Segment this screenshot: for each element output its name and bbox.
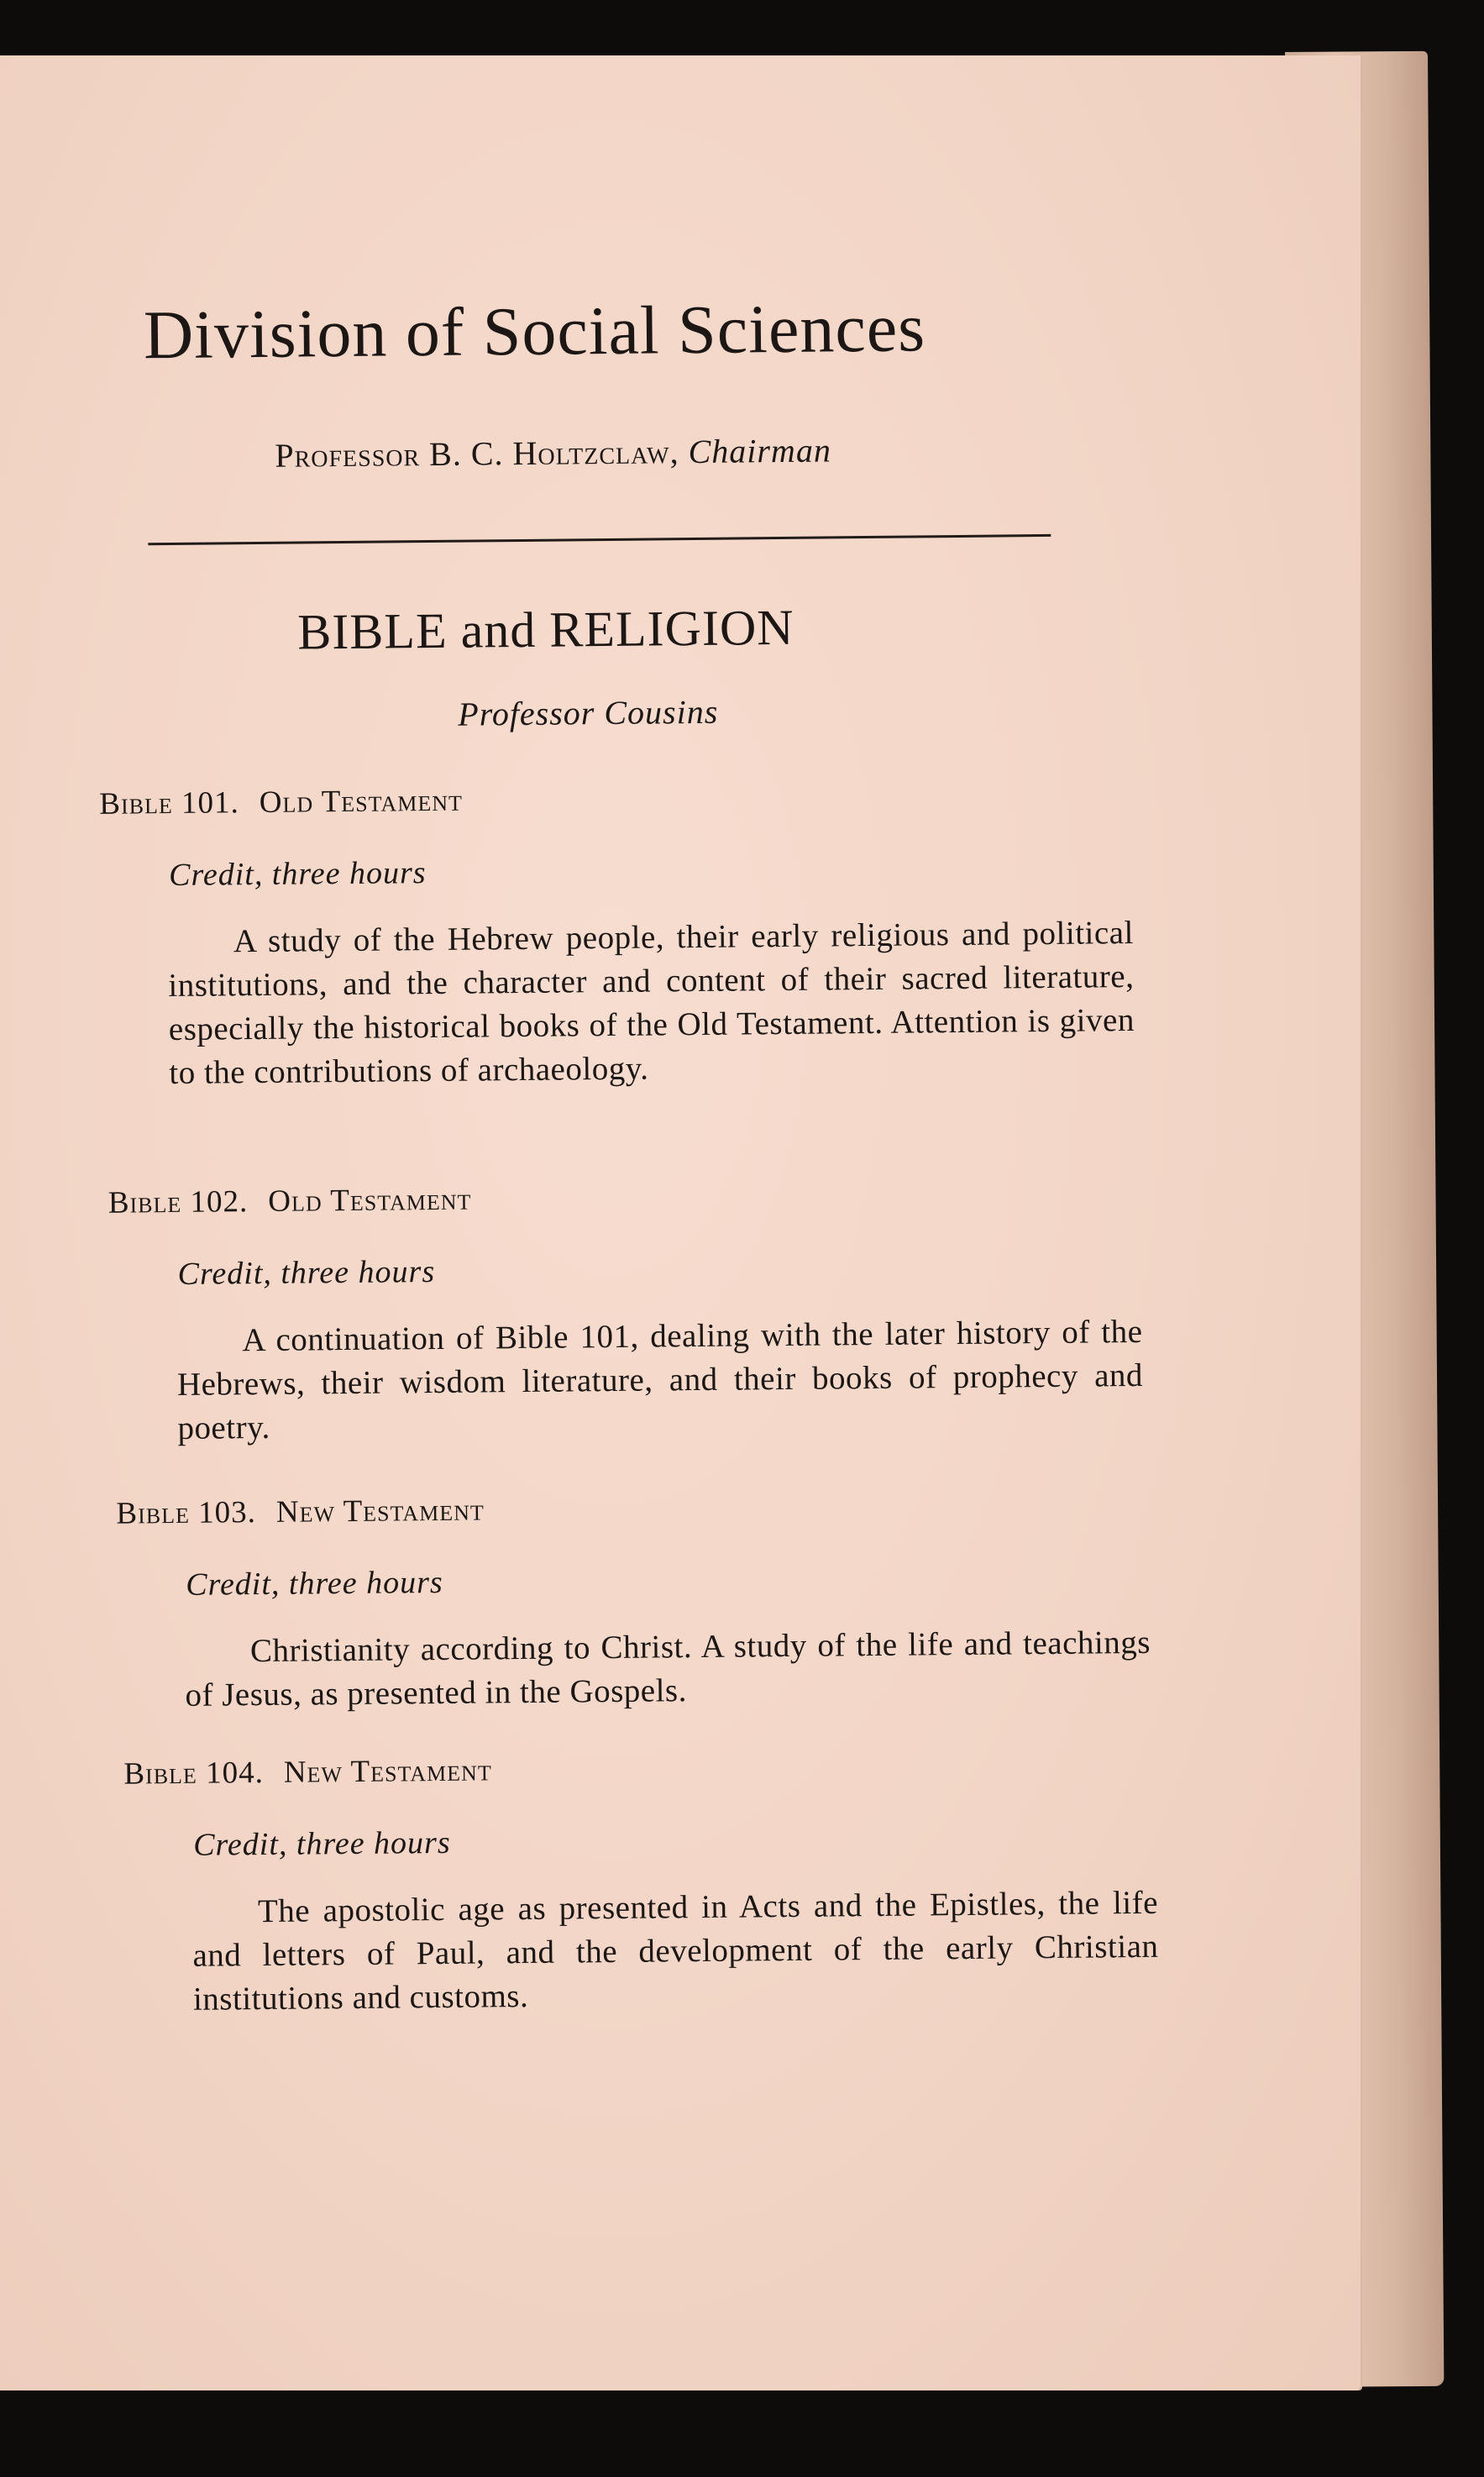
division-chairman-line: [275, 430, 831, 475]
course-code: Bible 104.: [123, 1755, 265, 1792]
course-credit: Credit, three hours: [177, 1254, 436, 1292]
course-code: Bible 103.: [116, 1495, 257, 1531]
course-credit: Credit, three hours: [193, 1824, 451, 1863]
course-bible-101: [99, 776, 1143, 1096]
chair-role: Chairman: [688, 431, 832, 471]
horizontal-rule: [148, 534, 1051, 545]
subject-title: BIBLE and RELIGION: [297, 599, 794, 660]
course-title: Old Testament: [259, 783, 464, 820]
chair-name: B. C. Holtzclaw,: [428, 433, 679, 474]
course-title: New Testament: [283, 1753, 492, 1790]
course-heading: [116, 1486, 1157, 1532]
course-description: A continuation of Bible 101, dealing with the later history of the Hebrews, their wisdom literature, and their books of prophecy and poetry.: [176, 1313, 1144, 1446]
course-code: Bible 101.: [99, 785, 239, 821]
course-bible-102: [108, 1175, 1152, 1451]
course-title: Old Testament: [268, 1182, 472, 1219]
course-heading: [123, 1746, 1165, 1792]
course-heading: [99, 776, 1141, 822]
chair-rank: Professor: [275, 435, 421, 475]
course-code: Bible 102.: [107, 1184, 249, 1220]
course-bible-103: [116, 1486, 1159, 1719]
course-heading: [108, 1175, 1150, 1221]
course-credit: Credit, three hours: [168, 855, 427, 894]
course-title: New Testament: [275, 1493, 485, 1530]
course-description: Christianity according to Christ. A study of the life and teachings of Jesus, as presented in the Gospels.: [185, 1624, 1151, 1713]
course-bible-104: [123, 1746, 1167, 2023]
subject-professor: Professor Cousins: [458, 692, 719, 733]
division-title: Division of Social Sciences: [143, 289, 926, 374]
course-description: A study of the Hebrew people, their early religious and political institutions, and the character and content of their sacred literature, especially the historical books of the Old Testament. Attention is given to the contributions of archaeology.: [168, 915, 1135, 1092]
course-credit: Credit, three hours: [186, 1564, 443, 1603]
course-description: The apostolic age as presented in Acts and the Epistles, the life and letters of Paul, and the development of the early Christian institutions and customs.: [192, 1884, 1159, 2018]
